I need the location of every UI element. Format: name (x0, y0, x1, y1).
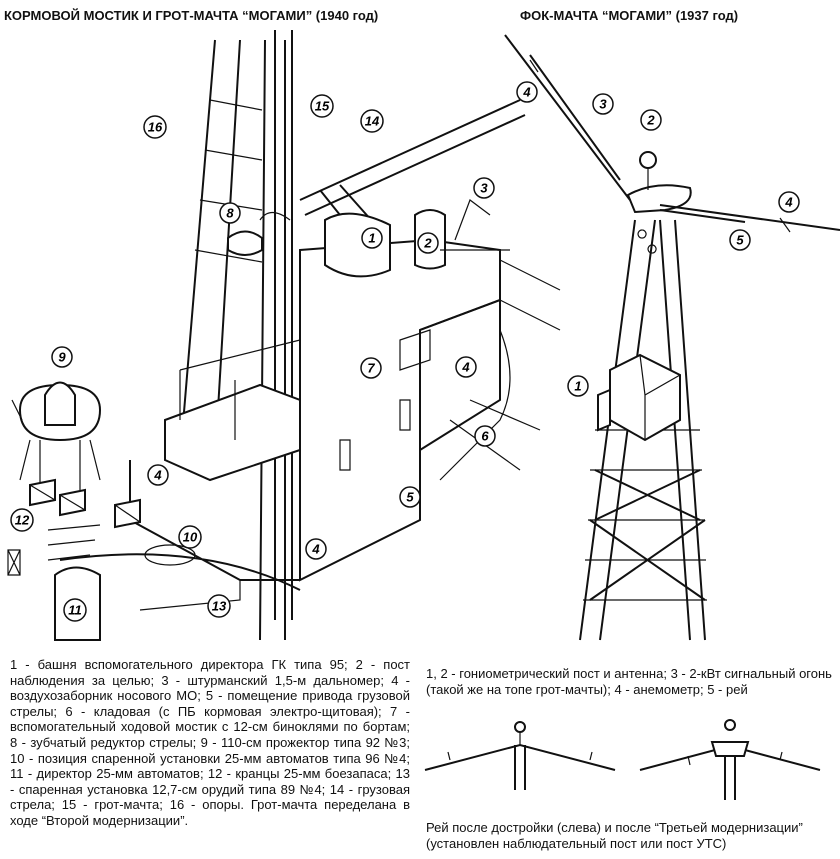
callout-5 (400, 487, 420, 507)
callout-number: 8 (226, 205, 234, 221)
callout-12 (11, 509, 33, 531)
callout-number: 9 (58, 349, 66, 365)
callout-number: 12 (14, 512, 30, 528)
callout-number: 2 (647, 112, 655, 128)
aft-bridge-drawing (8, 30, 560, 640)
callout-16 (144, 116, 166, 138)
callout-number: 10 (182, 529, 198, 545)
callout-number: 4 (785, 194, 793, 210)
callout-number: 16 (147, 119, 163, 135)
callout-11 (64, 599, 86, 621)
callout-number: 4 (462, 359, 470, 375)
callout-number: 7 (367, 360, 375, 376)
callouts-right (517, 82, 799, 396)
callout-number: 3 (480, 180, 488, 196)
callout-14 (361, 110, 383, 132)
callout-4 (456, 357, 476, 377)
callout-4 (306, 539, 326, 559)
callout-7 (361, 358, 381, 378)
callout-number: 5 (736, 232, 744, 248)
callout-number: 1 (368, 230, 376, 246)
callouts-left (11, 95, 495, 621)
callout-9 (52, 347, 72, 367)
callout-number: 6 (481, 428, 489, 444)
callout-6 (475, 426, 495, 446)
callout-4 (517, 82, 537, 102)
callout-number: 2 (424, 235, 432, 251)
callout-number: 4 (523, 84, 531, 100)
callout-number: 1 (574, 378, 582, 394)
callout-number: 4 (312, 541, 320, 557)
legend-right: 1, 2 - гониометрический пост и антенна; 3 - 2-кВт сигнальный огонь (такой же на топе грот-мачты); 4 - анемометр; 5 - рей (426, 666, 832, 697)
callout-number: 15 (314, 98, 330, 114)
callout-15 (311, 95, 333, 117)
callout-2 (641, 110, 661, 130)
callout-4 (148, 465, 168, 485)
callout-4 (779, 192, 799, 212)
legend-left: 1 - башня вспомогательного директора ГК типа 95; 2 - пост наблюдения за целью; 3 - штурманский 1,5-м дальномер; 4 - воздухозаборник носового МО; 5 - помещение привода грузовой стрелы; 6 - кладовая (с ПБ кормовая электро-щитовая); 7 - вспомогательный ходовой мостик с 12-см биноклями по бортам; 8 - зубчатый редуктор стрелы; 9 - 110-см прожектор типа 92 №3; 10 - позиция спаренной установки 25-мм автоматов типа 96 №4; 11 - директор 25-мм автоматов; 12 - кранцы 25-мм боезапаса; 13 - спаренная установка 12,7-см орудий типа 89 №4; 14 - грузовая стрела; 15 - грот-мачта; 16 - опоры. Грот-мачта переделана в ходе “Второй модернизации”. (10, 657, 410, 828)
callout-3 (474, 178, 494, 198)
callout-3 (593, 94, 613, 114)
callout-number: 14 (364, 113, 380, 129)
callout-1 (568, 376, 588, 396)
callout-8 (220, 203, 240, 223)
right-drawing-title: ФОК-МАЧТА “МОГАМИ” (1937 год) (520, 8, 739, 23)
left-drawing-title: КОРМОВОЙ МОСТИК И ГРОТ-МАЧТА “МОГАМИ” (1940 год) (4, 8, 379, 23)
callout-number: 5 (406, 489, 414, 505)
callout-number: 3 (599, 96, 607, 112)
callout-number: 4 (154, 467, 162, 483)
callout-13 (208, 595, 230, 617)
callout-number: 13 (211, 598, 227, 614)
callout-number: 11 (68, 602, 82, 618)
yard-variants-caption: Рей после достройки (слева) и после “Третьей модернизации” (установлен наблюдательный пост или пост УТС) (426, 820, 803, 851)
callout-1 (362, 228, 382, 248)
callout-2 (418, 233, 438, 253)
callout-10 (179, 526, 201, 548)
callout-5 (730, 230, 750, 250)
